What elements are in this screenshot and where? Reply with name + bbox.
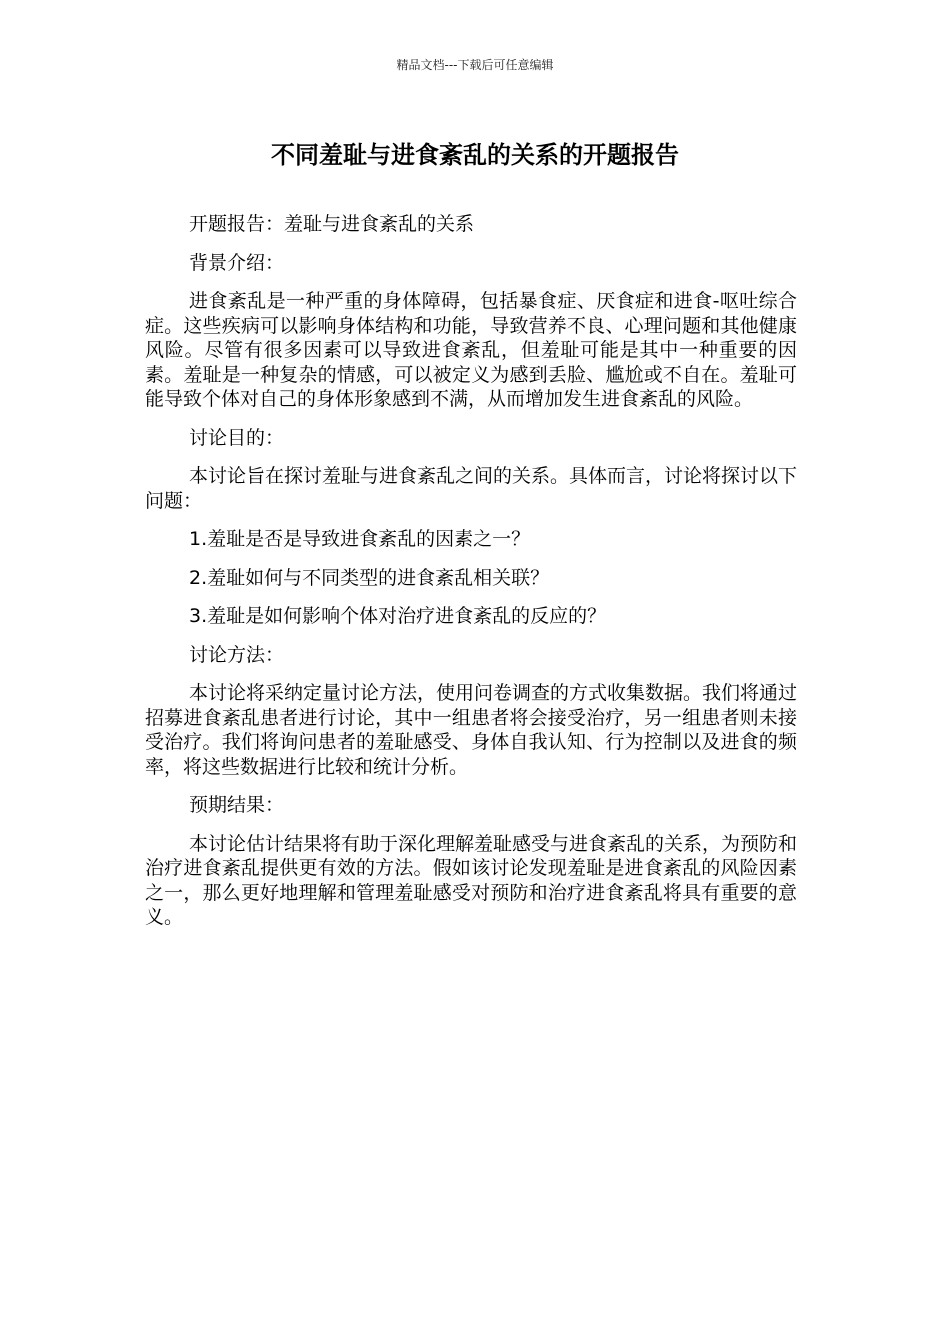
question-item-2: 2.羞耻如何与不同类型的进食紊乱相关联？ — [189, 566, 550, 589]
section-heading-method: 讨论方法： — [189, 643, 285, 666]
question-item-3: 3.羞耻是如何影响个体对治疗进食紊乱的反应的？ — [189, 605, 607, 627]
section-heading-background: 背景介绍： — [189, 251, 285, 274]
section-heading-results: 预期结果： — [189, 794, 285, 816]
results-paragraph: 本讨论估计结果将有助于深化理解羞耻感受与进食紊乱的关系，为预防和治疗进食紊乱提供更有效的方法。假如该讨论发现羞耻是进食紊乱的风险因素之一，那么更好地理解和管理羞耻感受对预防和治疗进食紊乱将具有重要的意义。 — [145, 832, 798, 928]
method-paragraph: 本讨论将采纳定量讨论方法，使用问卷调查的方式收集数据。我们将通过招募进食紊乱患者进行讨论，其中一组患者将会接受治疗，另一组患者则未接受治疗。我们将询问患者的羞耻感受、身体自我认知、行为控制以及进食的频率，将这些数据进行比较和统计分析。 — [145, 682, 798, 778]
document-title: 不同羞耻与进食紊乱的关系的开题报告 — [271, 141, 679, 169]
section-heading-purpose: 讨论目的： — [189, 426, 285, 449]
purpose-paragraph: 本讨论旨在探讨羞耻与进食紊乱之间的关系。具体而言，讨论将探讨以下问题： — [145, 465, 798, 512]
subject-line: 开题报告：羞耻与进食紊乱的关系 — [189, 213, 475, 235]
document-body — [145, 212, 797, 944]
question-item-1: 1.羞耻是否是导致进食紊乱的因素之一？ — [189, 528, 531, 550]
background-paragraph: 进食紊乱是一种严重的身体障碍，包括暴食症、厌食症和进食-呕吐综合症。这些疾病可以影响身体结构和功能，导致营养不良、心理问题和其他健康风险。尽管有很多因素可以导致进食紊乱，但羞耻可能是其中一种重要的因素。羞耻是一种复杂的情感，可以被定义为感到丢脸、尴尬或不自在。羞耻可能导致个体对自己的身体形象感到不满，从而增加发生进食紊乱的风险。 — [145, 290, 797, 410]
page-header: 精品文档---下载后可任意编辑 — [396, 58, 554, 72]
